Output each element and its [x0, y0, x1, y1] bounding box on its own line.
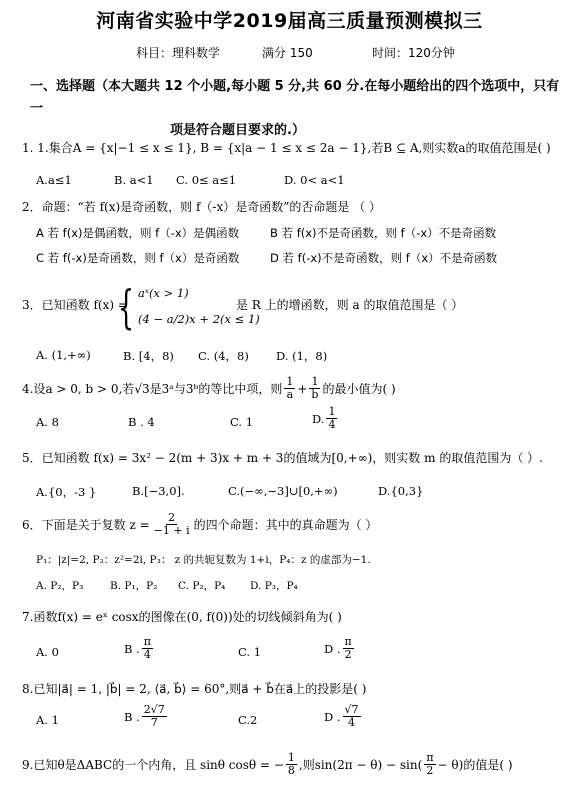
q6-option-d: D. P₃，P₄: [250, 580, 298, 592]
section-heading-line1: 一、选择题（本大题共 12 个小题,每小题 5 分,共 60 分.在每小题给出的四个选项中，只有一: [30, 79, 560, 116]
q6-option-c: C. P₂，P₄: [178, 580, 226, 592]
q7-optb-num: π: [143, 635, 151, 648]
q9-stem-a: 9.已知θ是ΔABC的一个内角，且 sinθ cosθ = −: [22, 758, 284, 772]
q2-option-b: B 若 f(x)不是奇函数，则 f（-x）不是奇函数: [270, 226, 497, 240]
question-1-stem: 1. 1.集合A = {x|−1 ≤ x ≤ 1}, B = {x|a − 1 ≤ x ≤ 2a − 1},若B ⊆ A,则实数a的取值范围是( ): [22, 141, 551, 155]
q9-stem-c: − θ)的值是( ): [437, 758, 513, 772]
q8-option-c: C.2: [238, 713, 258, 727]
q7-option-d-label: D .: [324, 641, 341, 656]
q8-optd-den: 4: [348, 716, 356, 729]
q7-option-c: C. 1: [238, 645, 262, 659]
q2-option-c: C 若 f(-x)是奇函数，则 f（x）是奇函数: [36, 251, 240, 265]
q6-propositions: P₁：|z|=2, P₂：z²=2i, P₃： z 的共轭复数为 1+i，P₄：z 的虚部为−1.: [36, 554, 371, 566]
q7-optd-num: π: [344, 635, 352, 648]
question-2-stem: 2．命题：“若 f(x)是奇函数，则 f（-x）是奇函数”的否命题是 （ ）: [22, 200, 382, 214]
q7-optb-den: 4: [143, 648, 151, 661]
q9-fraction-2: [424, 752, 435, 777]
q4-option-b: B . 4: [128, 415, 155, 429]
q6-stem-b: 的四个命题：其中的真命题为（ ）: [193, 518, 378, 532]
q8-option-d-label: D .: [324, 709, 341, 724]
question-3-prefix: 3．已知函数 f(x) =: [22, 298, 128, 312]
q3-option-c: C. (4，8): [198, 349, 249, 363]
q9-frac1-num: 1: [287, 751, 295, 764]
q9-frac2-den: 2: [426, 764, 434, 777]
q2-option-d: D 若 f(-x)不是奇函数，则 f（x）不是奇函数: [270, 251, 498, 265]
question-4-stem: [22, 376, 396, 401]
q8-option-b: [124, 704, 169, 729]
q6-frac-num: 2: [168, 511, 176, 524]
q5-option-a: A.{0，-3 }: [36, 485, 97, 499]
q7-option-d: [324, 636, 356, 661]
q8-option-d: [324, 704, 363, 729]
q3-option-a: A. (1,+∞): [36, 348, 91, 362]
q7-option-a: A. 0: [36, 645, 59, 659]
q5-option-d: D.{0,3}: [378, 484, 424, 498]
q9-stem-b: ,则sin(2π − θ) − sin(: [298, 758, 423, 772]
q4-optd-den: 4: [328, 418, 336, 431]
q6-fraction: [152, 512, 192, 537]
q4-frac1-den: a: [286, 388, 294, 401]
q8-optd-num: √7: [344, 703, 359, 716]
q5-option-c: C.(−∞,−3]∪[0,+∞): [228, 484, 338, 498]
q4-optd-num: 1: [328, 405, 336, 418]
q4-plus: +: [297, 381, 308, 396]
question-5-stem: 5．已知函数 f(x) = 3x² − 2(m + 3)x + m + 3的值域为[0,+∞)，则实数 m 的取值范围为（ ）.: [22, 451, 543, 465]
subject-label: 科目：理科数学: [136, 46, 221, 60]
q7-option-d-fraction: [343, 636, 354, 661]
q8-optb-num: 2√7: [143, 703, 165, 716]
q1-option-a: A.a≤1: [36, 173, 72, 187]
q3-case-2: (4 − a/2)x + 2(x ≤ 1): [138, 312, 260, 326]
q3-brace: {: [118, 280, 135, 334]
q4-fraction-1: [284, 376, 295, 401]
q6-stem-a: 6．下面是关于复数 z =: [22, 518, 150, 532]
q7-option-b-label: B .: [124, 641, 140, 656]
question-7-stem: 7.函数f(x) = eˣ cosx的图像在(0, f(0))处的切线倾斜角为( ): [22, 610, 342, 624]
q6-option-b: B. P₁，P₂: [110, 580, 158, 592]
q4-frac2-den: b: [311, 388, 319, 401]
q4-stem-a: 4.设a > 0, b > 0,若√3是3ᵃ与3ᵇ的等比中项，则: [22, 382, 283, 396]
q5-option-b: B.[−3,0].: [132, 484, 185, 498]
exam-title: 河南省实验中学2019届高三质量预测模拟三: [96, 10, 483, 32]
q9-frac1-den: 8: [287, 764, 295, 777]
q6-option-a: A. P₂，P₃: [36, 580, 84, 592]
q3-option-d: D. (1，8): [276, 349, 328, 363]
section-heading-line2: 项是符合题目要求的.）: [170, 123, 305, 138]
q8-option-d-fraction: [343, 704, 361, 729]
q9-frac2-num: π: [426, 751, 434, 764]
q3-piecewise: [118, 280, 260, 334]
q3-case-1: aˣ(x > 1): [138, 286, 189, 300]
q7-optd-den: 2: [344, 648, 352, 661]
question-3-suffix: 是 R 上的增函数，则 a 的取值范围是（ ）: [236, 298, 464, 312]
q4-frac2-num: 1: [311, 375, 319, 388]
section-heading: [30, 76, 570, 142]
q2-option-a: A 若 f(x)是偶函数，则 f（-x）是偶函数: [36, 226, 240, 240]
q7-option-b: [124, 636, 155, 661]
q4-stem-b: 的最小值为( ): [322, 382, 396, 396]
question-9-stem: [22, 752, 513, 777]
q1-option-b: B. a<1: [114, 173, 154, 187]
q4-frac1-num: 1: [286, 375, 294, 388]
q1-option-d: D. 0< a<1: [284, 173, 345, 187]
q1-option-c: C. 0≤ a≤1: [176, 173, 237, 187]
q4-fraction-2: [309, 376, 320, 401]
full-score-label: 满分 150: [262, 46, 313, 60]
q6-frac-den: −1 + i: [153, 524, 190, 537]
q7-option-b-fraction: [142, 636, 153, 661]
q8-optb-den: 7: [150, 716, 158, 729]
q4-option-c: C. 1: [230, 415, 254, 429]
q3-option-b: B. [4，8): [123, 349, 174, 363]
q4-option-a: A. 8: [36, 415, 59, 429]
q9-fraction-1: [286, 752, 297, 777]
q8-option-b-label: B .: [124, 709, 140, 724]
question-6-stem: [22, 512, 377, 537]
q4-option-d-fraction: [326, 406, 337, 431]
time-label: 时间：120分钟: [372, 46, 455, 60]
q8-option-a: A. 1: [36, 713, 59, 727]
q4-option-d: [312, 406, 339, 431]
q8-option-b-fraction: [142, 704, 167, 729]
q4-option-d-label: D.: [312, 411, 325, 426]
question-8-stem: 8.已知|a⃗| = 1, |b⃗| = 2, ⟨a⃗, b⃗⟩ = 60°,则a⃗ + b⃗在a⃗上的投影是( ): [22, 682, 367, 696]
